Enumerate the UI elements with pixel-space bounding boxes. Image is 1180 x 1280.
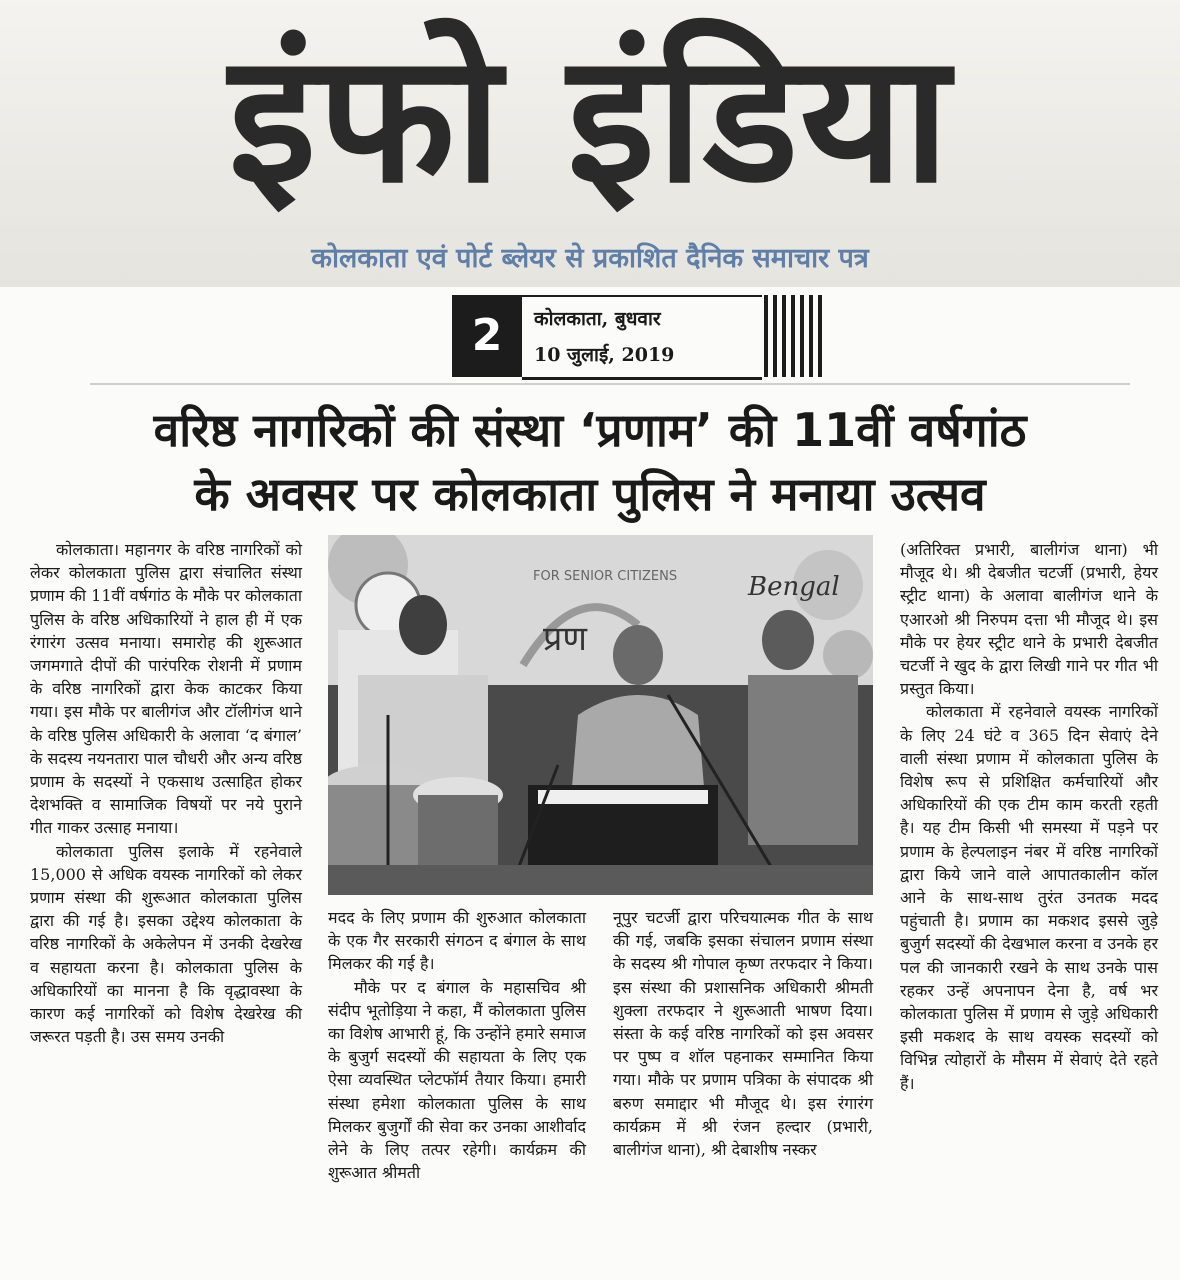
- event-photo-image: [328, 535, 873, 895]
- headline-line-1: वरिष्ठ नागरिकों की संस्था ‘प्रणाम’ की 11वीं वर्षगांठ: [153, 403, 1027, 457]
- city-day: कोलकाता, बुधवार: [534, 308, 661, 330]
- article-paragraph: कोलकाता। महानगर के वरिष्ठ नागरिकों को लेकर कोलकाता पुलिस द्वारा संचालित संस्था प्रणाम की 11वीं वर्षगांठ के मौके पर कोलकाता पुलिस के वरिष्ठ अधिकारियों ने हाल ही में एक रंगारंग उत्सव मनाया। समारोह की शुरूआत जगमगाते दीपों की पारंपरिक रोशनी में प्रणाम के वरिष्ठ नागरिकों द्वारा केक काटकर किया गया। इस मौके पर बालीगंज और टॉलीगंज थाने के वरिष्ठ पुलिस अधिकारी के अलावा ‘द बंगाल’ के सदस्य नयनतारा पाल चौधरी और अन्य वरिष्ठ प्रणाम के सदस्यों ने एकसाथ उत्साहित होकर देशभक्ति व सामाजिक विषयों पर नये पुराने गीत गाकर उत्साह मनाया।: [30, 540, 302, 838]
- article-paragraph: कोलकाता में रहनेवाले वयस्क नागरिकों के लिए 24 घंटे व 365 दिन सेवाएं देने वाली संस्था प्रणाम में कोलकाता पुलिस के विशेष रूप से प्रशिक्षित कर्मचारियों और अधिकारियों की एक टीम काम करती रहती है। यह टीम किसी भी समस्या में पड़ने पर प्रणाम के हेल्पलाइन नंबर में वरिष्ठ नागरिकों द्वारा किये जाने वाले आपातकालीन कॉल आने के साथ-साथ तुरंत उनतक मदद पहुंचाती है। प्रणाम का मकशद इससे जुड़े बुजुर्ग सदस्यों की देखभाल करना व उनके हर पल की जानकारी रखने के साथ उनके पास रहकर उन्हें अपनापन देना है, वर्ष भर कोलकाता पुलिस में प्रणाम से जुड़े अधिकारी इसी मकशद के साथ वयस्क सदस्यों को विभिन्न त्योहारों के मौसम में सेवाएं देते रहते हैं।: [900, 702, 1158, 1093]
- masthead-title: इंफो इंडिया: [228, 15, 952, 222]
- event-photo: [328, 535, 873, 895]
- article-column-4: [900, 538, 1158, 1095]
- headline: [0, 398, 1180, 526]
- logo-text: प्रण: [543, 619, 587, 659]
- article-paragraph: मदद के लिए प्रणाम की शुरुआत कोलकाता के एक गैर सरकारी संगठन द बंगाल के साथ मिलकर की गई है।: [328, 908, 586, 974]
- divider: [90, 383, 1130, 385]
- article-column-1: [30, 538, 302, 1048]
- date-box: [522, 295, 762, 380]
- headline-line-2: के अवसर पर कोलकाता पुलिस ने मनाया उत्सव: [194, 467, 986, 521]
- article-paragraph: नूपुर चटर्जी द्वारा परिचयात्मक गीत के साथ की गई, जबकि इसका संचालन प्रणाम संस्था के सदस्य श्री गोपाल कृष्ण तरफदार ने किया। इस संस्था की प्रशासनिक अधिकारी श्रीमती शुक्ला तरफदार ने शुरूआती भाषण दिया। संस्ता के कई वरिष्ठ नागरिकों को इस अवसर पर पुष्प व शॉल पहनाकर सम्मानित किया गया। मौके पर प्रणाम पत्रिका के संपादक श्री बरुण समाद्दार भी मौजूद थे। इस रंगारंग कार्यक्रम में श्री रंजन हल्दार (प्रभारी, बालीगंज थाना), श्री देबाशीष नस्कर: [613, 908, 873, 1160]
- banner-left-text: FOR SENIOR CITIZENS: [533, 569, 678, 584]
- page-number: 2: [452, 295, 522, 377]
- banner-right-text: Bengal: [748, 572, 840, 602]
- barcode-decoration: [764, 295, 822, 377]
- article-paragraph: कोलकाता पुलिस इलाके में रहनेवाले 15,000 से अधिक वयस्क नागरिकों को लेकर प्रणाम संस्था की शुरूआत कोलकाता पुलिस द्वारा की गई है। इसका उद्देश्य कोलकाता के वरिष्ठ नागरिकों के अकेलेपन में उनकी देखरेख व सहायता करना है। कोलकाता पुलिस के अधिकारियों का मानना है कि वृद्धावस्था के कारण कई नागरिकों को विशेष देखरेख की जरूरत पड़ती है। उस समय उनकी: [30, 841, 302, 1047]
- dateline: [452, 295, 822, 377]
- article-column-3: [613, 906, 873, 1161]
- article-paragraph: मौके पर द बंगाल के महासचिव श्री संदीप भूतोड़िया ने कहा, मैं कोलकाता पुलिस का विशेष आभारी हूं, कि उन्होंने हमारे समाज के बुजुर्ग सदस्यों की सहायता के लिए एक ऐसा व्यवस्थित प्लेटफॉर्म तैयार किया। हमारी संस्था हमेशा कोलकाता पुलिस के साथ मिलकर बुजुर्गों की सेवा कर उनका आशीर्वाद लेने के लिए तत्पर रहेगी। कार्यक्रम की शुरूआत श्रीमती: [328, 977, 586, 1183]
- article-paragraph: (अतिरिक्त प्रभारी, बालीगंज थाना) भी मौजूद थे। श्री देबजीत चटर्जी (प्रभारी, हेयर स्ट्रीट थाना) के अलावा बालीगंज थाने के एआरओ श्री निरुपम दत्ता भी मौजूद थे। इस मौके पर हेयर स्ट्रीट थाने के प्रभारी देबजीत चटर्जी ने खुद के द्वारा लिखी गाने पर गीत भी प्रस्तुत किया।: [900, 540, 1158, 699]
- article-column-2: [328, 906, 586, 1184]
- date: 10 जुलाई, 2019: [534, 344, 675, 366]
- masthead-subtitle: कोलकाता एवं पोर्ट ब्लेयर से प्रकाशित दैनिक समाचार पत्र: [311, 243, 869, 274]
- masthead: [0, 0, 1180, 287]
